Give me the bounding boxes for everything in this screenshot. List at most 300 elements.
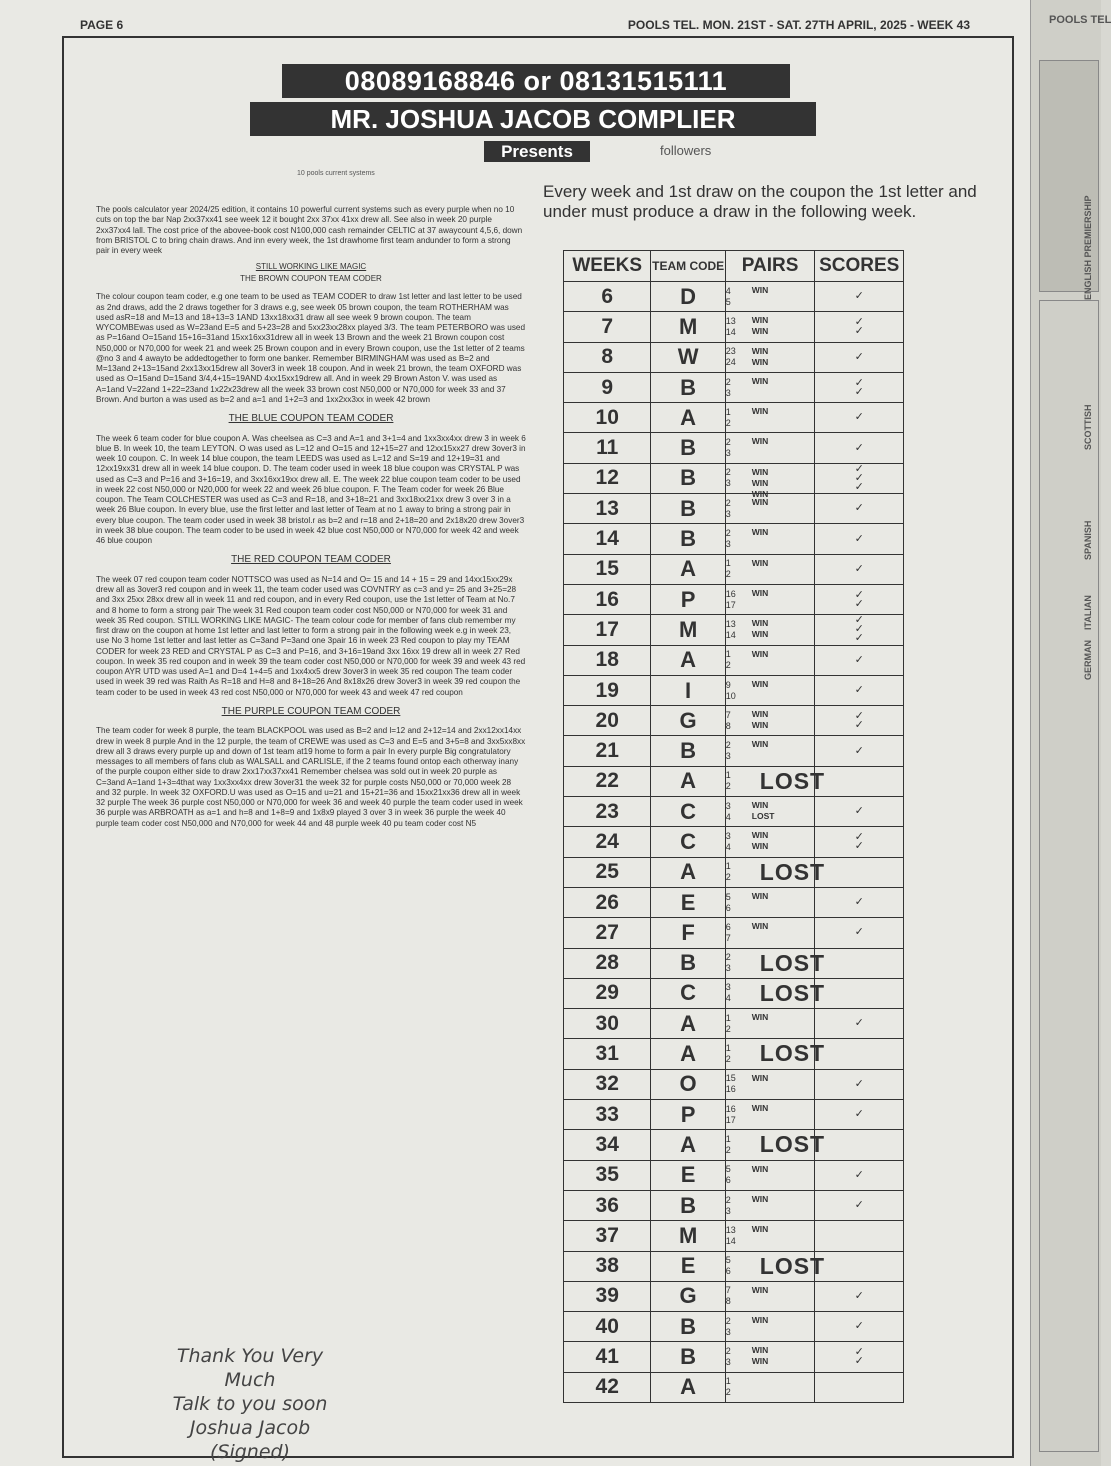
pair-first: 13 — [725, 1224, 736, 1235]
check-icon: ✓ — [854, 926, 864, 939]
team-code-cell: I — [651, 675, 725, 705]
result-status: LOST — [759, 1040, 826, 1067]
results-table — [563, 250, 904, 1403]
pair-second: 3 — [725, 387, 731, 398]
scores-cell — [815, 887, 904, 917]
pair-second: 4 — [725, 841, 731, 852]
blue-title: THE BLUE COUPON TEAM CODER — [228, 413, 394, 424]
page-header — [80, 14, 1030, 34]
table-row — [564, 827, 904, 857]
team-code-cell: M — [651, 1221, 725, 1251]
week-cell: 18 — [564, 645, 651, 675]
result-status: WIN — [751, 1315, 769, 1326]
scores-cell — [815, 766, 904, 796]
strip-league-label: GERMAN — [1083, 640, 1093, 680]
pairs-cell — [725, 584, 815, 614]
strip-table — [1039, 300, 1099, 1452]
scores-cell — [815, 1312, 904, 1342]
check-icon: ✓ — [854, 839, 864, 852]
check-icon: ✓ — [854, 480, 864, 493]
col-pairs: PAIRS — [725, 251, 815, 282]
pairs-cell — [725, 918, 815, 948]
scores-cell — [815, 1160, 904, 1190]
check-icon: ✓ — [854, 805, 864, 818]
table-row — [564, 675, 904, 705]
pair-first: 9 — [725, 679, 731, 690]
scores-cell — [815, 948, 904, 978]
result-status: WIN — [751, 890, 769, 901]
result-status: WIN — [751, 587, 769, 598]
team-code-cell: G — [651, 1281, 725, 1311]
scores-cell — [815, 1009, 904, 1039]
pair-second: 17 — [725, 599, 736, 610]
pair-second: 14 — [725, 1235, 736, 1246]
pair-second: 3 — [725, 478, 731, 489]
scores-cell — [815, 1221, 904, 1251]
team-code-cell: B — [651, 1342, 725, 1372]
week-cell: 13 — [564, 494, 651, 524]
pair-first: 23 — [725, 346, 736, 357]
table-row — [564, 1372, 904, 1402]
team-code-cell: B — [651, 372, 725, 402]
table-row — [564, 494, 904, 524]
week-cell: 26 — [564, 887, 651, 917]
team-code-cell: C — [651, 978, 725, 1008]
scores-cell — [815, 1190, 904, 1220]
scores-cell — [815, 433, 904, 463]
table-row — [564, 736, 904, 766]
table-row — [564, 1251, 904, 1281]
strip-league-label: ITALIAN — [1083, 595, 1093, 630]
pairs-cell — [725, 736, 815, 766]
team-code-cell: B — [651, 736, 725, 766]
result-status: WIN WIN — [751, 1345, 769, 1367]
team-code-cell: E — [651, 1160, 725, 1190]
pair-second: 8 — [725, 1296, 731, 1307]
result-status: WIN LOST — [751, 800, 775, 822]
result-status: WIN — [751, 557, 769, 568]
pair-second: 4 — [725, 993, 731, 1004]
pair-first: 5 — [725, 891, 731, 902]
result-status: WIN WIN — [751, 345, 769, 367]
result-status: WIN — [751, 739, 769, 750]
scores-cell — [815, 918, 904, 948]
page-number: PAGE 6 — [80, 18, 124, 32]
team-code-cell: A — [651, 1039, 725, 1069]
scores-cell — [815, 1100, 904, 1130]
result-status: LOST — [759, 858, 826, 885]
pair-second: 2 — [725, 1054, 731, 1065]
pairs-cell — [725, 978, 826, 1008]
pairs-cell — [725, 645, 815, 675]
week-cell: 27 — [564, 918, 651, 948]
week-cell: 17 — [564, 615, 651, 645]
result-status: WIN — [751, 1012, 769, 1023]
result-status: WIN — [751, 1163, 769, 1174]
week-cell: 28 — [564, 948, 651, 978]
table-row — [564, 978, 904, 1008]
table-row — [564, 1069, 904, 1099]
next-page-title: POOLS TEL — [1049, 14, 1111, 26]
pairs-cell — [725, 282, 815, 312]
week-cell: 38 — [564, 1251, 651, 1281]
table-row — [564, 1039, 904, 1069]
week-cell: 37 — [564, 1221, 651, 1251]
check-icon: ✓ — [854, 562, 864, 575]
adjacent-page-strip — [1030, 0, 1111, 1466]
result-status: WIN WIN — [751, 315, 769, 337]
pairs-cell — [725, 554, 815, 584]
strip-league-label: ENGLISH PREMIERSHIP — [1083, 195, 1093, 300]
table-row — [564, 584, 904, 614]
week-cell: 32 — [564, 1069, 651, 1099]
pairs-cell — [725, 1342, 815, 1372]
pairs-cell — [725, 1069, 815, 1099]
pairs-cell — [725, 797, 815, 827]
signature-line: Joshua Jacob (Signed) — [189, 1417, 311, 1463]
pair-second: 5 — [725, 296, 731, 307]
result-status: LOST — [759, 767, 826, 794]
scores-cell — [815, 827, 904, 857]
week-cell: 42 — [564, 1372, 651, 1402]
table-row — [564, 524, 904, 554]
check-icon: ✓ — [854, 744, 864, 757]
result-status: LOST — [759, 1252, 826, 1279]
pair-second: 2 — [725, 417, 731, 428]
pair-first: 6 — [725, 921, 731, 932]
intro-paragraph: The pools calculator year 2024/25 edition, it contains 10 powerful current systems such as every purple when no 10 cuts on top the bar Nap 2xx37xx41 see week 12 it bought 2xx 37xx 41xx drew all. See also in week 20 purple 2xx37xx4 lall. The cost price of the abovee-book cost N100,000 cash remainder CELTIC at 37 awaycount 4,5,6, down from BRISTOL C to bring chain draws. And inn every week, the 1st drawhome first team andunder to form a strong pair in every week — [96, 205, 523, 255]
purple-paragraph: The team coder for week 8 purple, the team BLACKPOOL was used as B=2 and l=12 and 2+12=14 and 2xx12xx14xx drew in week 8 purple And in the 12 purple, the team of CREWE was used as C=3 and E=5 and 3+5=8 and 3xx5xx8xx drew all 3 draws every purple up and down of 1st team at19 home to form a pair In every purple Big congratulatory messages to all members of fans club as WALSALL and CARLISLE, if the 2 teams found ontop each otherway inany of the purple coupon either side to draw 2xx17xx37xx41 Remember chelsea was sold out in week 20 purple as C=3and A=1and 1+3=4that way 1xx3xx4xx drew 3over31 the week 32 for purple costs N50,000 or 70,000 week 28 and 32 purple. In week 32 OXFORD.U was used as O=15 and u=21 and 15+21=36 and 15xx21xx36 drew all in week 32 purple The week 36 purple cost N50,000 or N70,000 for week 36 and week 40 purple the team coder used in week 36 purple was ARBROATH as a=1 and h=8 and 1+8=9 and 1x8x9 played 3 over 3 in week 36 purple the week 40 purple team coder cost N50,000 and N70,000 for week 44 and 48 purple week 40 pu team coder cost N5 — [96, 726, 526, 828]
result-status: WIN — [751, 678, 769, 689]
col-team-code: TEAM CODE — [651, 251, 725, 282]
team-code-cell: B — [651, 524, 725, 554]
week-cell: 14 — [564, 524, 651, 554]
scores-cell — [815, 615, 904, 645]
table-row — [564, 463, 904, 493]
pair-first: 1 — [725, 558, 731, 569]
pair-first: 16 — [725, 588, 736, 599]
table-row — [564, 918, 904, 948]
pair-second: 24 — [725, 357, 736, 368]
result-status: WIN — [751, 375, 769, 386]
team-code-cell: A — [651, 554, 725, 584]
table-row — [564, 1221, 904, 1251]
pair-second: 3 — [725, 1205, 731, 1216]
pair-second: 3 — [725, 963, 731, 974]
week-cell: 36 — [564, 1190, 651, 1220]
left-column — [96, 205, 526, 835]
check-icon: ✓ — [854, 1320, 864, 1333]
pair-first: 3 — [725, 982, 731, 993]
signoff — [150, 1344, 350, 1464]
pair-second: 2 — [725, 872, 731, 883]
check-icon: ✓ — [854, 1077, 864, 1090]
week-cell: 33 — [564, 1100, 651, 1130]
pairs-cell — [725, 1312, 815, 1342]
table-row — [564, 857, 904, 887]
pairs-cell — [725, 1039, 826, 1069]
scores-cell — [815, 1342, 904, 1372]
pair-second: 6 — [725, 902, 731, 913]
pairs-cell — [725, 1281, 815, 1311]
week-cell: 16 — [564, 584, 651, 614]
pair-first: 15 — [725, 1073, 736, 1084]
pair-first: 2 — [725, 528, 731, 539]
complier-name: MR. JOSHUA JACOB COMPLIER — [250, 102, 816, 136]
check-icon: ✓ — [854, 896, 864, 909]
pair-first: 1 — [725, 1133, 731, 1144]
scores-cell — [815, 282, 904, 312]
team-code-cell: G — [651, 706, 725, 736]
pairs-cell — [725, 827, 815, 857]
team-code-cell: C — [651, 797, 725, 827]
check-icon: ✓ — [854, 709, 864, 722]
strip-league-label: SCOTTISH — [1083, 404, 1093, 450]
table-row — [564, 433, 904, 463]
pair-second: 2 — [725, 781, 731, 792]
pair-second: 2 — [725, 1144, 731, 1155]
check-icon: ✓ — [854, 1346, 864, 1359]
table-row — [564, 706, 904, 736]
table-row — [564, 1100, 904, 1130]
pair-first: 2 — [725, 1315, 731, 1326]
table-row — [564, 403, 904, 433]
week-cell: 40 — [564, 1312, 651, 1342]
result-status: WIN — [751, 436, 769, 447]
pairs-cell — [725, 948, 826, 978]
scores-cell — [815, 706, 904, 736]
result-status: LOST — [759, 979, 826, 1006]
result-status: WIN — [751, 921, 769, 932]
check-icon: ✓ — [854, 1017, 864, 1030]
team-code-cell: A — [651, 645, 725, 675]
week-cell: 29 — [564, 978, 651, 1008]
pairs-cell — [725, 342, 815, 372]
scores-cell — [815, 1372, 904, 1402]
talk-line: Talk to you soon — [172, 1393, 328, 1415]
scores-cell — [815, 797, 904, 827]
week-cell: 35 — [564, 1160, 651, 1190]
result-status: WIN — [751, 1193, 769, 1204]
check-icon: ✓ — [854, 532, 864, 545]
week-cell: 21 — [564, 736, 651, 766]
pair-second: 6 — [725, 1175, 731, 1186]
scores-cell — [815, 645, 904, 675]
red-title: THE RED COUPON TEAM CODER — [231, 554, 391, 566]
result-status: LOST — [759, 949, 826, 976]
team-code-cell: O — [651, 1069, 725, 1099]
check-icon: ✓ — [854, 376, 864, 389]
team-code-cell: W — [651, 342, 725, 372]
check-icon: ✓ — [854, 718, 864, 731]
pairs-cell — [725, 312, 815, 342]
pair-second: 17 — [725, 1114, 736, 1125]
check-icon: ✓ — [854, 385, 864, 398]
check-icon: ✓ — [854, 1108, 864, 1121]
scores-cell — [815, 524, 904, 554]
brown-subheading: STILL WORKING LIKE MAGIC — [255, 262, 367, 272]
scores-cell — [815, 736, 904, 766]
team-code-cell: A — [651, 403, 725, 433]
pairs-cell — [725, 615, 815, 645]
table-row — [564, 948, 904, 978]
result-status: WIN WIN — [751, 709, 769, 731]
table-row — [564, 372, 904, 402]
team-code-cell: B — [651, 948, 725, 978]
table-row — [564, 1009, 904, 1039]
check-icon: ✓ — [854, 1289, 864, 1302]
check-icon: ✓ — [854, 623, 864, 636]
table-intro: Every week and 1st draw on the coupon the 1st letter and under must produce a draw in the following week. — [543, 182, 977, 221]
team-code-cell: C — [651, 827, 725, 857]
week-cell: 11 — [564, 433, 651, 463]
table-row — [564, 554, 904, 584]
blue-paragraph: The week 6 team coder for blue coupon A. Was cheelsea as C=3 and A=1 and 3+1=4 and 1xx3xx4xx drew 3 in week 6 blue B. In week 10, the team LEYTON. O was used as L=12 and O=15 and 12+15=27 and 12xx15xx27 drew 3over3 in week 10 coupon. C. In week 14 blue coupon, the team LEEDS was used as L=12 and S=19 and 12+19=31 and 12xx19xx31 drew all in week 14 blue coupon. D. The team coder used in week 18 blue coupon was CRYSTAL P was used as C=3 and P=16 and 3+16=19, and 3xx16xx19xx drew all. E. The week 22 blue coupon team coder to be used in week 22 cost N50,000 or N20,000 for week 22 and week 26 blue coupon. F. The Team coder for week 26 Blue coupon. The Team COLCHESTER was used as C=3 and R=18, and 3+18=21 and 3xx18xx21xx drew 3 over 3 in a week 26 Blue coupon. In every blue, use the first letter and last letter of Team at no 1 away to bring a strong pair in every blue coupon. The team coder used in week 38 bristol.r as b=2 and r=18 and 2+18=20 and 2x18x20 drew 3over3 in week 38 blue coupon. The team coder to be used in week 42 blue cost N50,000 or N70,000 for week 42 and week 46 blue coupon — [96, 433, 526, 545]
result-status: WIN — [751, 497, 769, 508]
scores-cell — [815, 1281, 904, 1311]
table-row — [564, 766, 904, 796]
check-icon: ✓ — [854, 1355, 864, 1368]
scores-cell — [815, 403, 904, 433]
week-cell: 30 — [564, 1009, 651, 1039]
week-cell: 15 — [564, 554, 651, 584]
scores-cell — [815, 554, 904, 584]
result-status: WIN — [751, 1224, 769, 1235]
scores-cell — [815, 372, 904, 402]
pairs-cell — [725, 1100, 815, 1130]
pair-first: 4 — [725, 285, 731, 296]
thanks-line: Thank You Very Much — [176, 1345, 324, 1391]
phone-numbers: 08089168846 or 08131515111 — [282, 64, 790, 98]
week-cell: 10 — [564, 403, 651, 433]
pair-first: 1 — [725, 770, 731, 781]
team-code-cell: B — [651, 1312, 725, 1342]
pair-second: 16 — [725, 1084, 736, 1095]
check-icon: ✓ — [854, 502, 864, 515]
pair-first: 7 — [725, 1285, 731, 1296]
team-code-cell: B — [651, 494, 725, 524]
pair-second: 3 — [725, 508, 731, 519]
pairs-cell — [725, 675, 815, 705]
team-code-cell: E — [651, 1251, 725, 1281]
pair-first: 3 — [725, 830, 731, 841]
page-title: POOLS TEL. MON. 21ST - SAT. 27TH APRIL, 2025 - WEEK 43 — [627, 18, 970, 32]
table-row — [564, 1281, 904, 1311]
pair-second: 10 — [725, 690, 736, 701]
team-code-cell: A — [651, 1009, 725, 1039]
pairs-cell — [725, 524, 815, 554]
pairs-cell — [725, 1130, 826, 1160]
pair-first: 2 — [725, 437, 731, 448]
check-icon: ✓ — [854, 290, 864, 303]
team-code-cell: F — [651, 918, 725, 948]
pair-first: 1 — [725, 649, 731, 660]
brown-title: THE BROWN COUPON TEAM CODER — [240, 274, 382, 284]
result-status: WIN — [751, 1284, 769, 1295]
pair-second: 14 — [725, 629, 736, 640]
pair-first: 16 — [725, 1103, 736, 1114]
result-status: WIN — [751, 648, 769, 659]
result-status: LOST — [759, 1131, 826, 1158]
pair-first: 3 — [725, 800, 731, 811]
pair-first: 2 — [725, 740, 731, 751]
pairs-cell — [725, 372, 815, 402]
pairs-cell — [725, 887, 815, 917]
check-icon: ✓ — [854, 462, 864, 475]
result-status: WIN — [751, 285, 769, 295]
check-icon: ✓ — [854, 632, 864, 645]
week-cell: 6 — [564, 282, 651, 312]
result-status: WIN — [751, 527, 769, 538]
team-code-cell: A — [651, 1130, 725, 1160]
pair-second: 2 — [725, 660, 731, 671]
table-row — [564, 887, 904, 917]
check-icon: ✓ — [854, 411, 864, 424]
week-cell: 22 — [564, 766, 651, 796]
week-cell: 39 — [564, 1281, 651, 1311]
table-row — [564, 282, 904, 312]
pair-second: 2 — [725, 1023, 731, 1034]
check-icon: ✓ — [854, 614, 864, 627]
col-scores: SCORES — [815, 251, 904, 282]
table-row — [564, 1190, 904, 1220]
pairs-cell — [725, 1221, 815, 1251]
result-status: WIN — [751, 406, 769, 417]
pair-second: 6 — [725, 1266, 731, 1277]
pairs-cell — [725, 494, 815, 524]
tiny-heading: 10 pools current systems — [297, 170, 375, 177]
purple-title: THE PURPLE COUPON TEAM CODER — [221, 705, 401, 717]
pair-second: 3 — [725, 448, 731, 459]
brown-paragraph: The colour coupon team coder, e.g one team to be used as TEAM CODER to draw 1st letter and last letter to be used as 2nd draws, add the 2 draws together for 3 draws e.g, see week 05 brown coupon, the team ROTHERHAM was used asR=18 and M=13 and 18+13=3 1AND 13xx18xx31 draw all see week 9 brown coupon. The team WYCOMBEwas used as W=23and E=5 and 5+23=28 and 5xx23xx28xx played 3/3. The team PETERBORO was used as P=16and O=15and 15+16=31and 15xx16xx31drew all in week 13 Brown and the week 21 Brown coupon cost N50,000 or N70,000 for week 21 and week 25 Brown coupon and in every Brown coupon, use the 1st letter of 2 teams @no 3 and 4 awayto be addedtogether to form one banker. Remember BIRMINGHAM was used as B=2 and M=13and 2+13=15and 2xx13xx15drew all 3over3 in week 18 coupon. And in week 21 brown, the team OXFORD was used as O=15and D=15and 3/4,4+15=19AND 4xx15xx19drew all. And in week 29 Brown Aston V. was used as A=1and V=22and 1+22=23and 1x22x23drew all the week 33 brown cost N50,000 or N70,000 for week 33 and 37 Brown. And burton a was used as b=2 and a=1 and 1+2=3 and 1xx2xx3xx in week 42 brown — [96, 292, 526, 404]
check-icon: ✓ — [854, 830, 864, 843]
check-icon: ✓ — [854, 597, 864, 610]
pair-second: 4 — [725, 811, 731, 822]
pair-second: 14 — [725, 326, 736, 337]
check-icon: ✓ — [854, 315, 864, 328]
pair-second: 2 — [725, 1387, 731, 1398]
week-cell: 9 — [564, 372, 651, 402]
pair-first: 5 — [725, 1164, 731, 1175]
check-icon: ✓ — [854, 653, 864, 666]
table-row — [564, 1160, 904, 1190]
red-paragraph: The week 07 red coupon team coder NOTTSCO was used as N=14 and O= 15 and 14 + 15 = 29 and 14xx15xx29x drew all as 3over3 red coupon and in week 11, the team coder used was COVNTRY as c=3 and y= 25 and 3+25=28 and 3xx 25xx 28xx drew all in week 11 and red coupon, and in every Red coupon, use the 1st letter of Team at No.7 and 8 home to form a strong pair The week 31 Red coupon team coder cost N50,000 or N70,000 for week 31 and week 35 Red coupon. STILL WORKING LIKE MAGIC- The team colour code for member of fans club remember my first draw on the coupon at home 1st letter and last letter to form a strong pair in the following week e.g in week 23, use No 3 home 1st letter and last letter as C=3and P=3and one 3pair 16 in week 23 Red coupon to play my TEAM CODER for week 23 RED and CRYSTAL P as C=3 and P=16, and 3+16=19and 3xx 16xx 19 drew all in week 27 Red coupon. In week 35 red coupon and in week 39 the team coder cost N50,000 or N70,000 for week 39 and week 43 red coupon AYR UTD was used A=1 and D=4 1+4=5 and 1xx4xx5 drew 3over3 in week 35 red coupon The team coder used in week 39 red was Raith As R=18 and H=8 and 8+18=26 And 8x18x26 drew 3over3 in week 39 red coupon the team coder to be used in week 43 red cost N50,000 or N70,000 for week 43 and week 47 red coupon — [96, 574, 526, 697]
week-cell: 12 — [564, 463, 651, 493]
pair-first: 7 — [725, 709, 731, 720]
pairs-cell — [725, 1251, 826, 1281]
pairs-cell — [725, 1009, 815, 1039]
scores-cell — [815, 463, 904, 493]
week-cell: 41 — [564, 1342, 651, 1372]
pair-first: 2 — [725, 376, 731, 387]
week-cell: 19 — [564, 675, 651, 705]
check-icon: ✓ — [854, 441, 864, 454]
check-icon: ✓ — [854, 588, 864, 601]
pairs-cell — [725, 706, 815, 736]
pairs-cell — [725, 766, 826, 796]
scores-cell — [815, 675, 904, 705]
pair-second: 8 — [725, 720, 731, 731]
result-status: WIN — [751, 1072, 769, 1083]
pair-second: 2 — [725, 569, 731, 580]
pairs-cell — [725, 1372, 815, 1402]
followers-label: followers — [660, 143, 712, 158]
pair-first: 13 — [725, 315, 736, 326]
team-code-cell: B — [651, 433, 725, 463]
scores-cell — [815, 342, 904, 372]
team-code-cell: B — [651, 1190, 725, 1220]
pair-first: 1 — [725, 406, 731, 417]
